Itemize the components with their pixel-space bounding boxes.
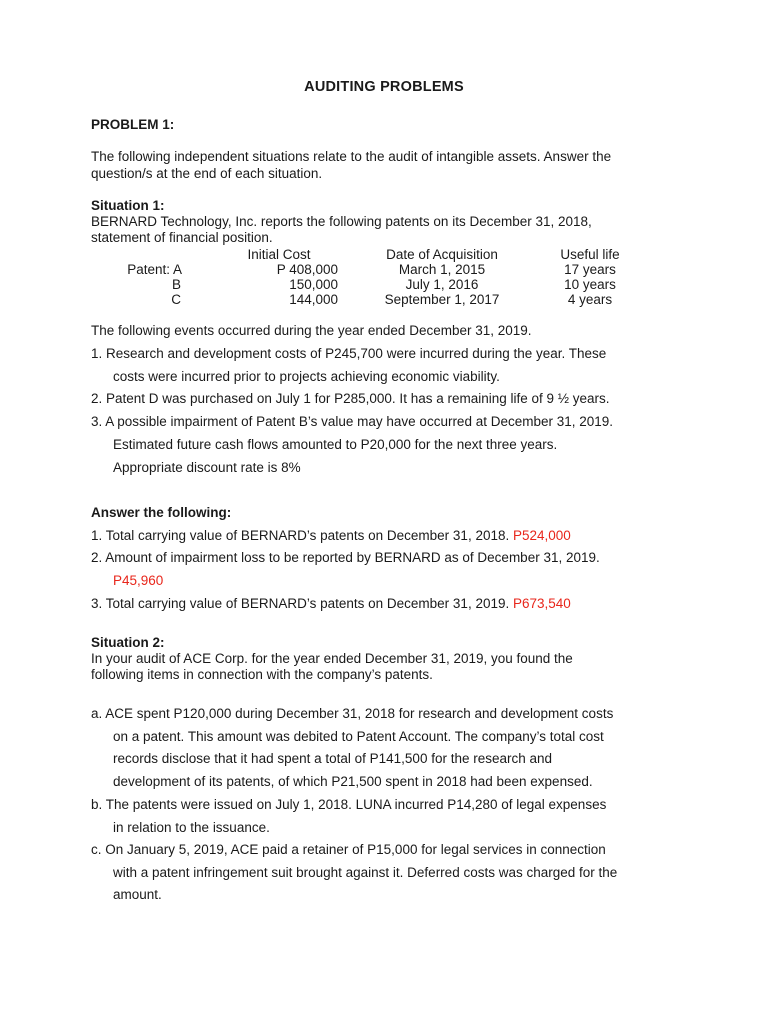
situation-2-text-1: In your audit of ACE Corp. for the year ended December 31, 2019, you found the [91, 651, 573, 666]
intro-line-1: The following independent situations relate to the audit of intangible assets. Answer the [91, 149, 612, 164]
table-header-date: Date of Acquisition [386, 247, 498, 262]
item-line: amount. [113, 887, 162, 902]
answer-2: P45,960 [113, 573, 164, 588]
event-line: 3. A possible impairment of Patent B’s value may have occurred at December 31, 2019. [91, 414, 614, 429]
page-title: AUDITING PROBLEMS [304, 79, 464, 95]
situation-2-heading: Situation 2: [91, 635, 165, 650]
table-cell-cost: 150,000 [289, 277, 338, 292]
table-cell-date: September 1, 2017 [384, 292, 500, 307]
answer-heading: Answer the following: [91, 505, 232, 520]
item-line: c. On January 5, 2019, ACE paid a retainer of P15,000 for legal services in connection [91, 842, 606, 857]
table-header-cost: Initial Cost [247, 247, 311, 262]
situation-2-text-2: following items in connection with the company’s patents. [91, 667, 433, 682]
item-line: a. ACE spent P120,000 during December 31, 2018 for research and development costs [91, 706, 614, 721]
table-cell-date: March 1, 2015 [398, 262, 486, 277]
table-row-label: B [171, 277, 181, 292]
item-line: development of its patents, of which P21,500 spent in 2018 had been expensed. [113, 774, 593, 789]
table-row-label: Patent: A [127, 262, 182, 277]
event-line: Appropriate discount rate is 8% [113, 460, 301, 475]
event-line: costs were incurred prior to projects achieving economic viability. [113, 369, 500, 384]
event-line: 2. Patent D was purchased on July 1 for P285,000. It has a remaining life of 9 ½ years. [91, 391, 610, 406]
table-cell-life: 10 years [564, 277, 616, 292]
situation-1-text-2: statement of financial position. [91, 230, 273, 245]
item-line: with a patent infringement suit brought against it. Deferred costs was charged for the [113, 865, 618, 880]
answer-1: P524,000 [513, 528, 571, 543]
intro-line-2: question/s at the end of each situation. [91, 166, 323, 181]
event-line: Estimated future cash flows amounted to P20,000 for the next three years. [113, 437, 558, 452]
item-line: in relation to the issuance. [113, 820, 270, 835]
table-cell-life: 4 years [567, 292, 613, 307]
answer-3: P673,540 [513, 596, 571, 611]
item-line: records disclose that it had spent a total of P141,500 for the research and [113, 751, 553, 766]
question-1 [91, 528, 571, 544]
item-line: on a patent. This amount was debited to Patent Account. The company’s total cost [113, 729, 604, 744]
situation-1-text-1: BERNARD Technology, Inc. reports the following patents on its December 31, 2018, [91, 214, 592, 229]
question-1-text: 1. Total carrying value of BERNARD’s patents on December 31, 2018. [91, 528, 510, 543]
situation-1-heading: Situation 1: [91, 198, 165, 213]
event-line: 1. Research and development costs of P245,700 were incurred during the year. These [91, 346, 607, 361]
table-cell-life: 17 years [564, 262, 616, 277]
question-3-text: 3. Total carrying value of BERNARD’s patents on December 31, 2019. [91, 596, 510, 611]
item-line: b. The patents were issued on July 1, 2018. LUNA incurred P14,280 of legal expenses [91, 797, 607, 812]
events-intro: The following events occurred during the year ended December 31, 2019. [91, 323, 532, 338]
table-header-life: Useful life [560, 247, 620, 262]
table-cell-cost: P 408,000 [276, 262, 338, 277]
question-2-text: 2. Amount of impairment loss to be reported by BERNARD as of December 31, 2019. [91, 550, 600, 565]
question-3 [91, 596, 571, 612]
table-cell-date: July 1, 2016 [405, 277, 479, 292]
table-row-label: C [171, 292, 181, 307]
table-cell-cost: 144,000 [289, 292, 338, 307]
problem-heading: PROBLEM 1: [91, 117, 175, 132]
